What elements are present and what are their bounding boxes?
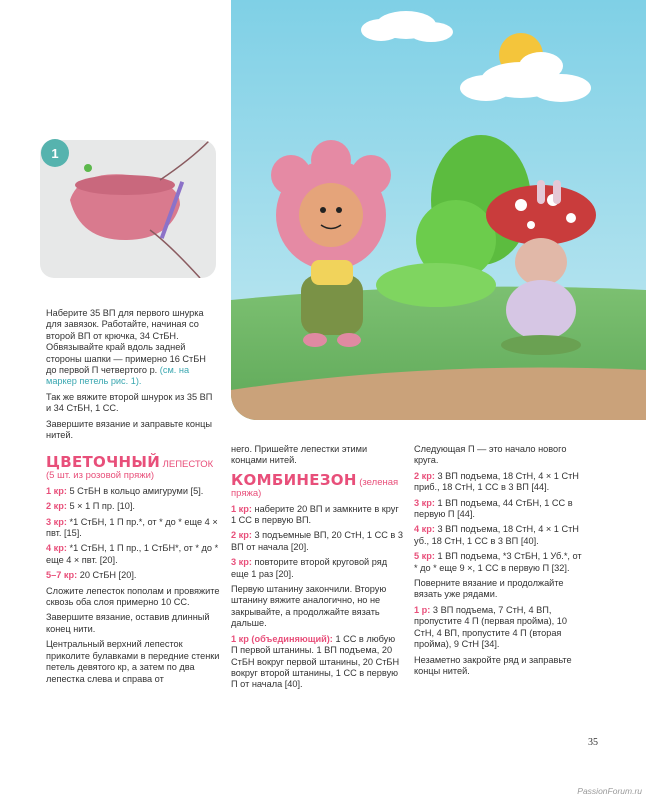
- row-text: 1 ВП подъема, 44 СтБН, 1 СС в первую П [44].: [414, 497, 573, 520]
- row-text: повторите второй круговой ряд еще 1 раз [20].: [231, 557, 388, 579]
- overalls-section: [231, 444, 403, 695]
- petal-after-2: Завершите вязание, оставив длинный конец нити.: [46, 612, 210, 634]
- overalls-subtitle: (зеленая пряжа): [231, 476, 399, 500]
- row-label: 1 р:: [414, 604, 431, 615]
- main-photo: [231, 0, 646, 420]
- step-number: 1: [51, 145, 59, 161]
- col3-mid: Поверните вязание и продолжайте вязать уже рядами.: [414, 578, 564, 600]
- intro-paragraph-1: Наберите 35 ВП для первого шнурка для завязок. Работайте, начиная со второй ВП от крючка, 34 СтБН. Обвязывайте край вдоль задней стороны шапки — примерно 16 СтБН до первой П четвертого р.: [46, 308, 206, 376]
- row-label: 3 кр:: [414, 497, 435, 508]
- col3-end: Незаметно закройте ряд и заправьте концы нитей.: [414, 654, 572, 676]
- row-text: 3 ВП подъема, 18 СтН, 4 × 1 СтН уб., 18 СтН, 1 СС в 3 ВП [40].: [414, 524, 579, 546]
- row-text: 5 × 1 П пр. [10].: [69, 501, 135, 512]
- marker-note: (см. на маркер петель рис. 1).: [46, 365, 190, 387]
- intro-paragraph-3: Завершите вязание и заправьте концы нитей.: [46, 418, 212, 441]
- row-label: 5 кр:: [414, 551, 435, 562]
- petal-subtitle: (5 шт. из розовой пряжи): [46, 470, 155, 482]
- row-text: 1 ВП подъема, *3 СтБН, 1 Уб.*, от * до * еще 9 ×, 1 СС в первую П [32].: [414, 551, 582, 573]
- row-label: 2 кр:: [46, 501, 67, 512]
- petal-section: [46, 453, 224, 689]
- row-text: *1 СтБН, 1 П пр., 1 СтБН*, от * до * еще 4 × пвт. [20].: [46, 543, 219, 565]
- intro-paragraph-2: Так же вяжите второй шнурок из 35 ВП и 34 СтБН, 1 СС.: [46, 391, 213, 414]
- row-text: 5 СтБН в кольцо амигуруми [5].: [69, 485, 204, 496]
- row-label: 1 кр:: [231, 503, 252, 514]
- row-label: 3 кр:: [46, 516, 67, 527]
- row-label: 1 кр:: [46, 485, 67, 496]
- row-text: *1 СтБН, 1 П пр.*, от * до * еще 4 × пвт. [15].: [46, 516, 218, 539]
- intro-text: [46, 308, 218, 445]
- row-text: 3 ВП подъема, 18 СтН, 4 × 1 СтН приб., 18 СтН, 1 СС в 3 ВП [44].: [414, 470, 579, 493]
- row-text: 3 ВП подъема, 7 СтН, 4 ВП, пропустите 4 П (первая пройма), 10 СтН, 4 ВП, пропустите 4 П (вторая пройма), 9 СтН [34].: [414, 604, 567, 650]
- col2-top: него. Пришейте лепестки этими концами нитей.: [231, 444, 368, 466]
- step-number-badge: [41, 139, 69, 167]
- row-label: 4 кр:: [46, 543, 67, 554]
- petal-title: ЦВЕТОЧНЫЙ: [46, 453, 161, 471]
- row-label: 2 кр:: [414, 470, 435, 481]
- row-label: 5–7 кр:: [46, 570, 78, 581]
- page-number: 35: [588, 737, 598, 748]
- col3-top: Следующая П — это начало нового круга.: [414, 444, 567, 466]
- overalls-middle: Первую штанину закончили. Вторую штанину вяжите аналогично, но не закрывайте, а продолжайте вязать дальше.: [231, 584, 387, 629]
- row-label: 3 кр:: [231, 557, 252, 568]
- row-text: наберите 20 ВП и замкните в круг 1 СС в первую ВП.: [231, 503, 399, 526]
- row-label: 4 кр:: [414, 524, 435, 535]
- petal-title-rest: ЛЕПЕСТОК: [162, 459, 214, 470]
- row-label: 2 кр:: [231, 530, 252, 541]
- row-text: 20 СтБН [20].: [79, 570, 137, 581]
- row-text: 3 подъемные ВП, 20 СтН, 1 СС в 3 ВП от начала [20].: [231, 530, 403, 552]
- row-text: 1 СС в любую П первой штанины. 1 ВП подъема, 20 СтБН вокруг первой штанины, 20 СтБН вокруг второй штанины, 1 СС в первую П от начала [40].: [231, 633, 400, 690]
- row-label: 1 кр (объединяющий):: [231, 633, 333, 644]
- petal-after-1: Сложите лепесток пополам и провяжите сквозь оба слоя примерно 10 СС.: [46, 585, 220, 608]
- watermark: PassionForum.ru: [577, 786, 642, 796]
- petal-after-3: Центральный верхний лепесток приколите булавками в передние стенки петель девятого кр, а затем по два лепестка слева и справа от: [46, 639, 220, 684]
- continuation-section: [414, 444, 586, 681]
- overalls-title: КОМБИНЕЗОН: [231, 470, 357, 489]
